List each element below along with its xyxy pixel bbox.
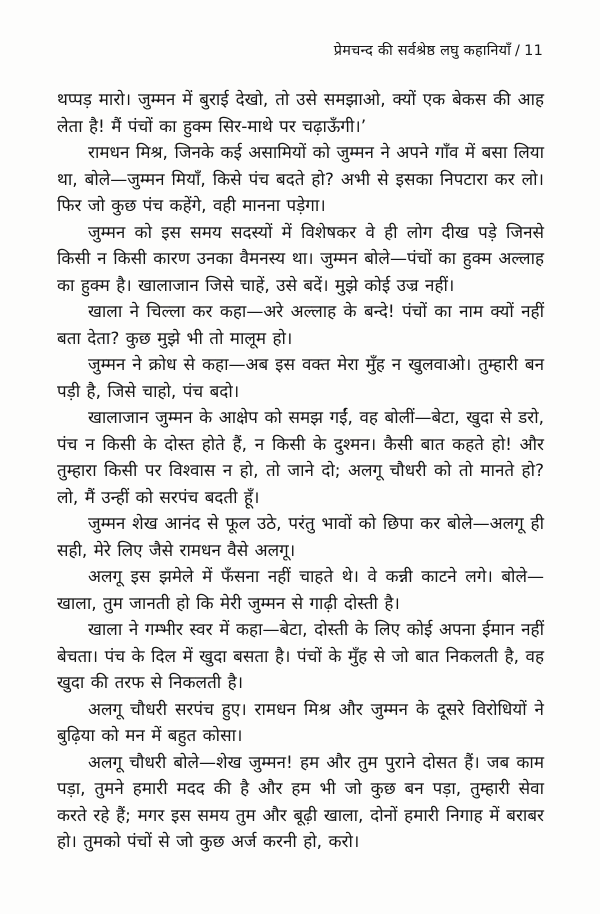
paragraph: खालाजान जुम्मन के आक्षेप को समझ गईं, वह बोलीं—बेटा, खुदा से डरो, पंच न किसी के दोस्त होते हैं, न किसी के दुश्मन। कैसी बात कहते हो! और तुम्हारा किसी पर विश्वास न हो, तो जाने दो; अलगू चौधरी को तो मानते हो? लो, मैं उन्हीं को सरपंच बदती हूँ। bbox=[57, 408, 544, 508]
paragraph: खाला ने चिल्ला कर कहा—अरे अल्लाह के बन्दे! पंचों का नाम क्यों नहीं बता देता? कुछ मुझे भी तो मालूम हो। bbox=[57, 302, 544, 349]
running-header bbox=[57, 41, 543, 61]
paragraph: अलगू चौधरी सरपंच हुए। रामधन मिश्र और जुम्मन के दूसरे विरोधियों ने बुढ़िया को मन में बहुत कोसा। bbox=[57, 699, 544, 746]
paragraph: रामधन मिश्र, जिनके कई असामियों को जुम्मन ने अपने गाँव में बसा लिया था, बोले—जुम्मन मियाँ, किसे पंच बदते हो? अभी से इसका निपटारा कर लो। फिर जो कुछ पंच कहेंगे, वही मानना पड़ेगा। bbox=[57, 143, 544, 216]
paragraph: अलगू इस झमेले में फँसना नहीं चाहते थे। वे कन्नी काटने लगे। बोले—खाला, तुम जानती हो कि मेरी जुम्मन से गाढ़ी दोस्ती है। bbox=[57, 567, 544, 614]
paragraph: खाला ने गम्भीर स्वर में कहा—बेटा, दोस्ती के लिए कोई अपना ईमान नहीं बेचता। पंच के दिल में खुदा बसता है। पंचों के मुँह से जो बात निकलती है, वह खुदा की तरफ से निकलती है। bbox=[57, 620, 544, 693]
paragraph: जुम्मन को इस समय सदस्यों में विशेषकर वे ही लोग दीख पड़े जिनसे किसी न किसी कारण उनका वैमनस्य था। जुम्मन बोले—पंचों का हुक्म अल्लाह का हुक्म है। खालाजान जिसे चाहें, उसे बदें। मुझे कोई उज्र नहीं। bbox=[57, 222, 544, 296]
paragraph: जुम्मन ने क्रोध से कहा—अब इस वक्त मेरा मुँह न खुलवाओ। तुम्हारी बन पड़ी है, जिसे चाहो, पंच बदो। bbox=[57, 355, 544, 402]
paragraph: थप्पड़ मारो। जुम्मन में बुराई देखो, तो उसे समझाओ, क्यों एक बेकस की आह लेता है! मैं पंचों का हुक्म सिर-माथे पर चढ़ाऊँगी।’ bbox=[57, 90, 544, 137]
running-title: प्रेमचन्द की सर्वश्रेष्ठ लघु कहानियाँ bbox=[333, 43, 512, 59]
body-text bbox=[57, 87, 544, 856]
paragraph: अलगू चौधरी बोले—शेख जुम्मन! हम और तुम पुराने दोसत हैं। जब काम पड़ा, तुमने हमारी मदद की है और हम भी जो कुछ बन पड़ा, तुम्हारी सेवा करते रहे हैं; मगर इस समय तुम और बूढ़ी खाला, दोनों हमारी निगाह में बराबर हो। तुमको पंचों से जो कुछ अर्ज करनी हो, करो। bbox=[57, 752, 544, 852]
paragraph: जुम्मन शेख आनंद से फूल उठे, परंतु भावों को छिपा कर बोले—अलगू ही सही, मेरे लिए जैसे रामधन वैसे अलगू। bbox=[57, 514, 544, 561]
page-number: 11 bbox=[524, 43, 543, 59]
header-separator: / bbox=[515, 43, 521, 59]
